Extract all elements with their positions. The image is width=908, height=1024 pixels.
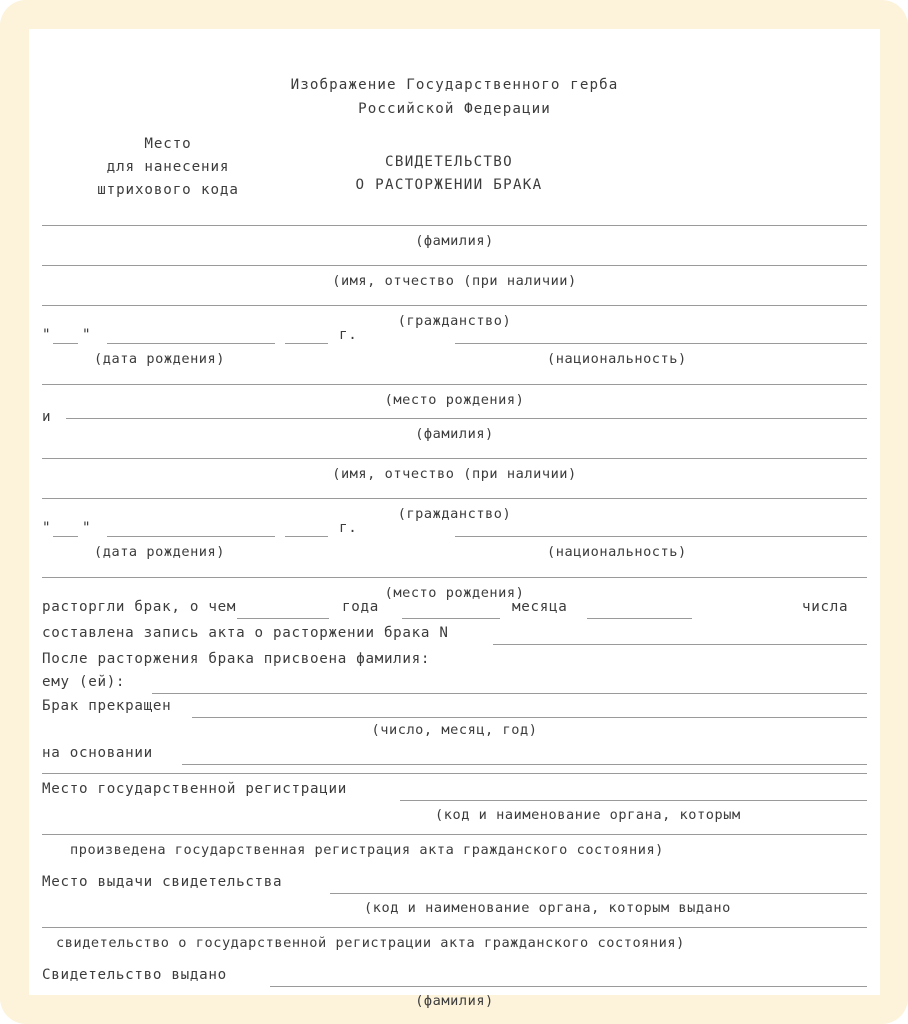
caption-surname-2: (фамилия) (415, 426, 494, 442)
label-of-day: числа (802, 599, 849, 615)
certificate-body (29, 29, 880, 1009)
legal-basis-continuation-blank[interactable] (42, 773, 867, 774)
dissolution-month-blank[interactable] (402, 618, 500, 619)
label-marriage-ended: Брак прекращен (42, 698, 172, 714)
caption-issuing-body-1: (код и наименование органа, которым выдано (364, 900, 731, 916)
person1-nationality-blank[interactable] (455, 343, 867, 344)
marriage-ended-row[interactable] (42, 698, 867, 742)
label-of-month: месяца (512, 599, 568, 615)
label-dissolved: расторгли брак, о чем (42, 599, 237, 615)
person1-year-blank[interactable] (285, 343, 328, 344)
person2-year-blank[interactable] (285, 536, 328, 537)
label-certificate-issued: Свидетельство выдано (42, 967, 227, 983)
caption-citizenship-2: (гражданство) (397, 506, 512, 522)
caption-birth-date-2: (дата рождения) (94, 544, 226, 560)
emblem-line-2: Российской Федерации (358, 101, 551, 117)
assigned-surname-blank[interactable] (152, 693, 867, 694)
caption-day-month-year: (число, месяц, год) (371, 722, 538, 738)
state-emblem-placeholder (29, 73, 880, 121)
person2-nationality-blank[interactable] (455, 536, 867, 537)
caption-surname-issued: (фамилия) (415, 993, 494, 1009)
legal-basis-continuation-row[interactable] (42, 773, 867, 779)
caption-nationality-2: (национальность) (547, 544, 687, 560)
caption-given-patronymic-2: (имя, отчество (при наличии) (332, 466, 577, 482)
document-title (279, 151, 619, 197)
legal-basis-blank[interactable] (182, 764, 867, 765)
label-of-year: года (342, 599, 379, 615)
label-surname-after: После расторжения брака присвоена фамилия: (42, 651, 431, 667)
dissolution-year-blank[interactable] (237, 618, 329, 619)
label-record-made: составлена запись акта о расторжении брака N (42, 625, 449, 641)
caption-citizenship: (гражданство) (397, 313, 512, 329)
certificate-issued-row[interactable] (42, 967, 867, 1011)
caption-given-patronymic: (имя, отчество (при наличии) (332, 273, 577, 289)
person2-birthplace-field[interactable] (42, 577, 867, 601)
barcode-line-3: штрихового кода (97, 182, 239, 198)
barcode-line-1: Место (144, 136, 192, 152)
dissolution-day-blank[interactable] (587, 618, 692, 619)
caption-registration-body-1: (код и наименование органа, которым (435, 807, 741, 823)
label-place-of-issue: Место выдачи свидетельства (42, 874, 283, 890)
caption-surname: (фамилия) (415, 233, 494, 249)
conjunction-and: и (42, 409, 52, 425)
barcode-line-2: для нанесения (106, 159, 230, 175)
label-to-him-her: ему (ей): (42, 674, 126, 690)
year-abbr-2: г. (339, 520, 358, 536)
emblem-line-1: Изображение Государственного герба (290, 77, 619, 93)
registration-place-row[interactable] (42, 781, 867, 829)
person2-surname-field[interactable] (42, 409, 867, 442)
person1-birthdate-nationality-row[interactable] (42, 327, 867, 371)
person1-citizenship-field[interactable] (42, 305, 867, 329)
person1-given-name-field[interactable] (42, 265, 867, 289)
year-abbr-1: г. (339, 327, 358, 343)
label-on-basis: на основании (42, 745, 153, 761)
certificate-sheet (29, 29, 880, 1009)
title-line-2: О РАСТОРЖЕНИИ БРАКА (355, 177, 543, 193)
label-place-of-registration: Место государственной регистрации (42, 781, 347, 797)
legal-basis-row[interactable] (42, 745, 867, 769)
person1-birthplace-field[interactable] (42, 384, 867, 408)
quote-open-1: " (42, 327, 52, 343)
quote-close-2: " (82, 520, 92, 536)
issue-place-blank[interactable] (330, 893, 867, 894)
person2-month-blank[interactable] (107, 536, 275, 537)
assigned-surname-row[interactable] (42, 674, 867, 698)
person1-day-blank[interactable] (53, 343, 78, 344)
issuing-body-continuation-row[interactable] (42, 927, 867, 967)
surname-after-row (42, 651, 867, 673)
caption-birth-place-2: (место рождения) (384, 585, 525, 601)
person2-citizenship-field[interactable] (42, 498, 867, 522)
record-number-row[interactable] (42, 625, 867, 649)
quote-close-1: " (82, 327, 92, 343)
issue-place-row[interactable] (42, 874, 867, 922)
barcode-placeholder (73, 133, 263, 202)
record-number-blank[interactable] (493, 644, 867, 645)
person2-day-blank[interactable] (53, 536, 78, 537)
registration-body-continuation-row[interactable] (42, 834, 867, 874)
person2-given-name-field[interactable] (42, 458, 867, 482)
person1-surname-field[interactable] (42, 225, 867, 249)
quote-open-2: " (42, 520, 52, 536)
person2-birthdate-nationality-row[interactable] (42, 520, 867, 564)
registration-body-blank[interactable] (42, 834, 867, 835)
registration-place-blank[interactable] (400, 800, 867, 801)
person1-month-blank[interactable] (107, 343, 275, 344)
marriage-ended-blank[interactable] (192, 717, 867, 718)
issuing-body-blank[interactable] (42, 927, 867, 928)
caption-registration-body-2: произведена государственная регистрация акта гражданского состояния) (70, 842, 664, 858)
caption-birth-place-1: (место рождения) (384, 392, 525, 408)
title-line-1: СВИДЕТЕЛЬСТВО (385, 154, 513, 170)
caption-nationality-1: (национальность) (547, 351, 687, 367)
dissolution-date-row[interactable] (42, 599, 867, 623)
caption-issuing-body-2: свидетельство о государственной регистрации акта гражданского состояния) (56, 935, 685, 951)
caption-birth-date-1: (дата рождения) (94, 351, 226, 367)
certificate-issued-blank[interactable] (270, 986, 867, 987)
